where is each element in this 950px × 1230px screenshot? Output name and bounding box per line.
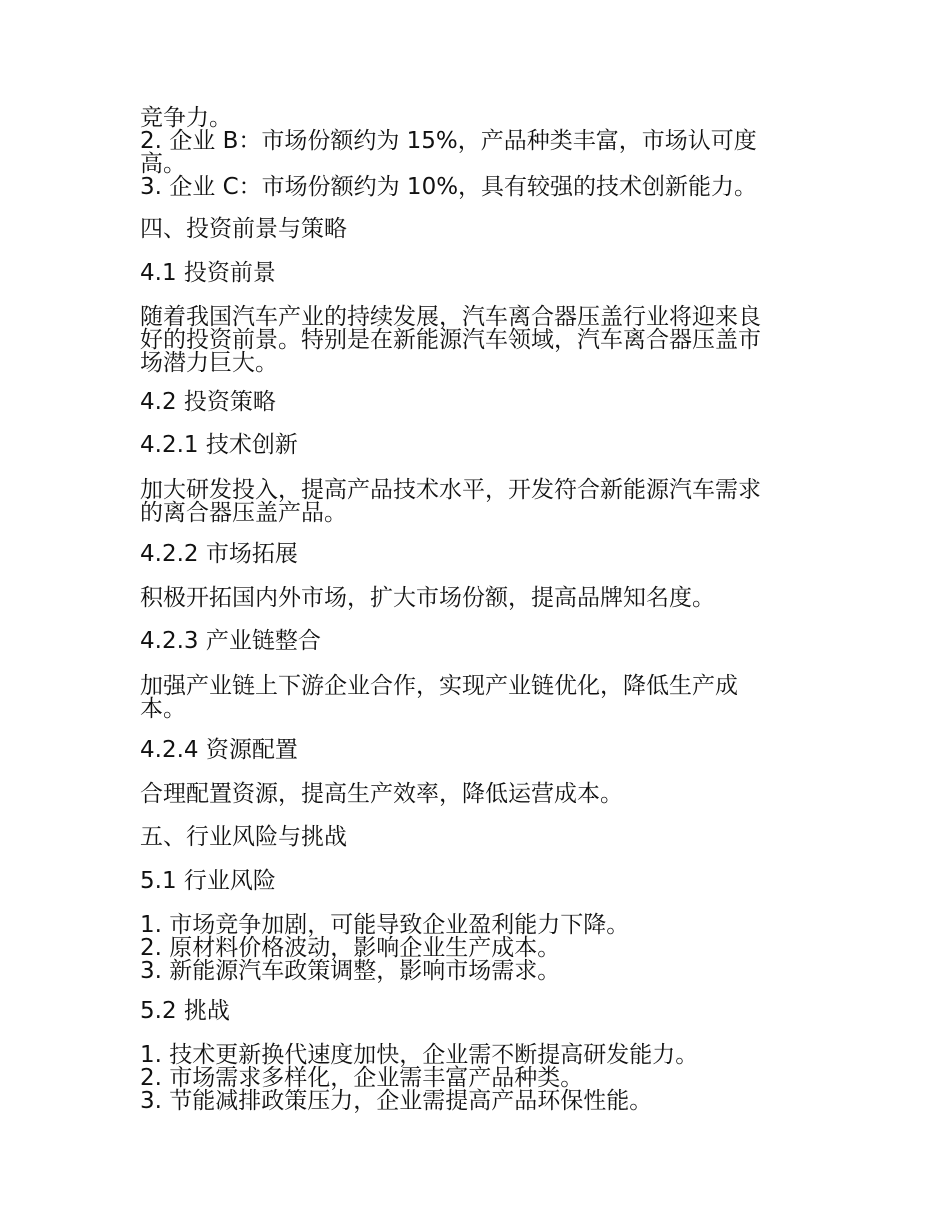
heading-4-2-3: 4.2.3 产业链整合 <box>140 628 321 654</box>
market-companies-list <box>140 107 820 199</box>
list-item: 2. 市场需求多样化，企业需丰富产品种类。 <box>140 1065 584 1091</box>
list-item: 1. 技术更新换代速度加快，企业需不断提高研发能力。 <box>140 1042 699 1068</box>
text-line: 高。 <box>140 151 186 177</box>
text-line: 随着我国汽车产业的持续发展，汽车离合器压盖行业将迎来良 <box>140 304 761 330</box>
paragraph-4-2-4: 合理配置资源，提高生产效率，降低运营成本。 <box>140 781 623 807</box>
text-line: 的离合器压盖产品。 <box>140 500 347 526</box>
challenge-list <box>140 1044 820 1113</box>
list-item: 3. 企业 C：市场份额约为 10%，具有较强的技术创新能力。 <box>140 174 758 200</box>
list-item: 3. 节能减排政策压力，企业需提高产品环保性能。 <box>140 1088 653 1114</box>
heading-4-2-4: 4.2.4 资源配置 <box>140 737 298 763</box>
text-line: 竞争力。 <box>140 105 232 131</box>
paragraph-4-2-1 <box>140 479 820 525</box>
risk-list <box>140 914 820 983</box>
heading-5-2: 5.2 挑战 <box>140 998 230 1024</box>
list-item: 3. 新能源汽车政策调整，影响市场需求。 <box>140 958 561 984</box>
list-item: 2. 原材料价格波动，影响企业生产成本。 <box>140 935 561 961</box>
section-4-title: 四、投资前景与策略 <box>140 216 347 242</box>
heading-4-2-1: 4.2.1 技术创新 <box>140 432 298 458</box>
text-line: 本。 <box>140 696 186 722</box>
section-5-title: 五、行业风险与挑战 <box>140 824 347 850</box>
heading-4-2-2: 4.2.2 市场拓展 <box>140 541 298 567</box>
paragraph-4-1 <box>140 306 820 375</box>
text-line: 好的投资前景。特别是在新能源汽车领域，汽车离合器压盖市 <box>140 327 761 353</box>
text-line: 加大研发投入，提高产品技术水平，开发符合新能源汽车需求 <box>140 477 761 503</box>
heading-5-1: 5.1 行业风险 <box>140 868 276 894</box>
paragraph-4-2-3 <box>140 675 820 721</box>
text-line: 加强产业链上下游企业合作，实现产业链优化，降低生产成 <box>140 673 738 699</box>
text-line: 场潜力巨大。 <box>140 350 278 376</box>
list-item: 1. 市场竞争加剧，可能导致企业盈利能力下降。 <box>140 912 630 938</box>
list-item: 2. 企业 B：市场份额约为 15%，产品种类丰富，市场认可度 <box>140 128 757 154</box>
heading-4-2: 4.2 投资策略 <box>140 389 276 415</box>
heading-4-1: 4.1 投资前景 <box>140 260 276 286</box>
paragraph-4-2-2: 积极开拓国内外市场，扩大市场份额，提高品牌知名度。 <box>140 585 715 611</box>
